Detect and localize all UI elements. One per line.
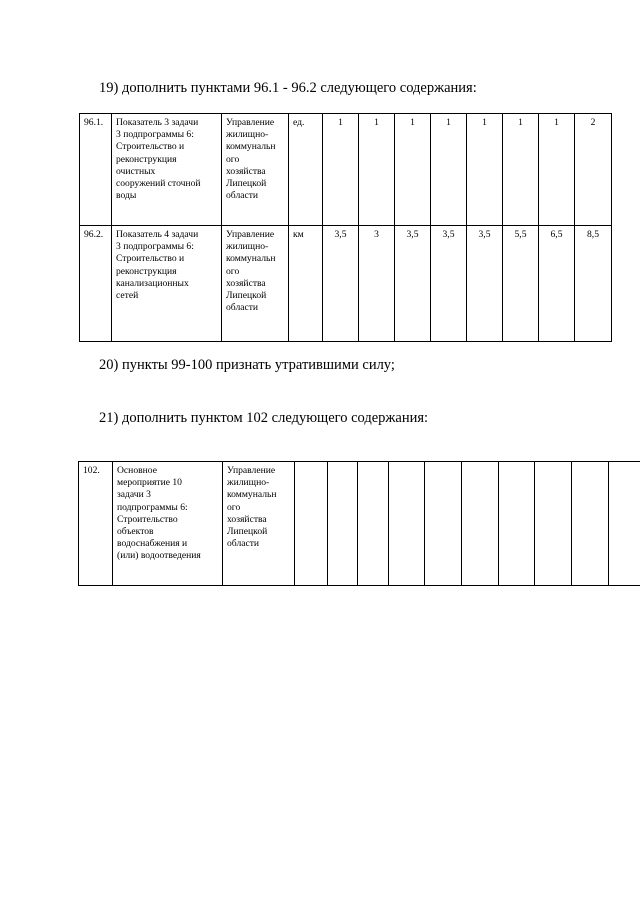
value-cell: 1 [503, 114, 539, 226]
value-cell: 1 [539, 114, 575, 226]
measure-name: Основное мероприятие 10 задачи 3 подпрограммы 6: Строительство объектов водоснабжения и (или) водоотведения [113, 462, 223, 586]
row-number: 102. [79, 462, 113, 586]
indicator-name: Показатель 4 задачи 3 подпрограммы 6: Строительство и реконструкция канализационных сетей [112, 226, 222, 342]
value-cell: 3,5 [323, 226, 359, 342]
value-cell: 5,5 [503, 226, 539, 342]
value-cell: 2 [575, 114, 612, 226]
executor: Управление жилищно- коммунальн ого хозяйства Липецкой области [222, 226, 289, 342]
value-cell: 3,5 [431, 226, 467, 342]
indicator-name: Показатель 3 задачи 3 подпрограммы 6: Строительство и реконструкция очистных сооружений сточной воды [112, 114, 222, 226]
empty-cell [425, 462, 462, 586]
value-cell: 1 [323, 114, 359, 226]
executor: Управление жилищно- коммунальн ого хозяйства Липецкой области [222, 114, 289, 226]
value-cell: 6,5 [539, 226, 575, 342]
value-cell: 1 [359, 114, 395, 226]
empty-cell [328, 462, 358, 586]
empty-cell [462, 462, 499, 586]
value-cell: 1 [431, 114, 467, 226]
empty-cell [535, 462, 572, 586]
empty-cell [358, 462, 389, 586]
value-cell: 3,5 [395, 226, 431, 342]
table-row [80, 226, 612, 342]
unit: км [289, 226, 323, 342]
paragraph-20: 20) пункты 99-100 признать утратившими силу; [99, 357, 395, 373]
measure-table [78, 461, 640, 586]
value-cell: 1 [467, 114, 503, 226]
empty-cell [572, 462, 609, 586]
value-cell: 8,5 [575, 226, 612, 342]
table-row [80, 114, 612, 226]
indicators-table [79, 113, 612, 342]
empty-cell [389, 462, 425, 586]
paragraph-21: 21) дополнить пунктом 102 следующего содержания: [99, 410, 429, 426]
empty-cell [499, 462, 535, 586]
executor: Управление жилищно- коммунальн ого хозяйства Липецкой области [223, 462, 295, 586]
value-cell: 3 [359, 226, 395, 342]
paragraph-19: 19) дополнить пунктами 96.1 - 96.2 следующего содержания: [99, 80, 477, 96]
table-row [79, 462, 640, 586]
unit: ед. [289, 114, 323, 226]
value-cell: 1 [395, 114, 431, 226]
empty-cell [609, 462, 640, 586]
empty-cell [295, 462, 328, 586]
row-number: 96.2. [80, 226, 112, 342]
row-number: 96.1. [80, 114, 112, 226]
value-cell: 3,5 [467, 226, 503, 342]
